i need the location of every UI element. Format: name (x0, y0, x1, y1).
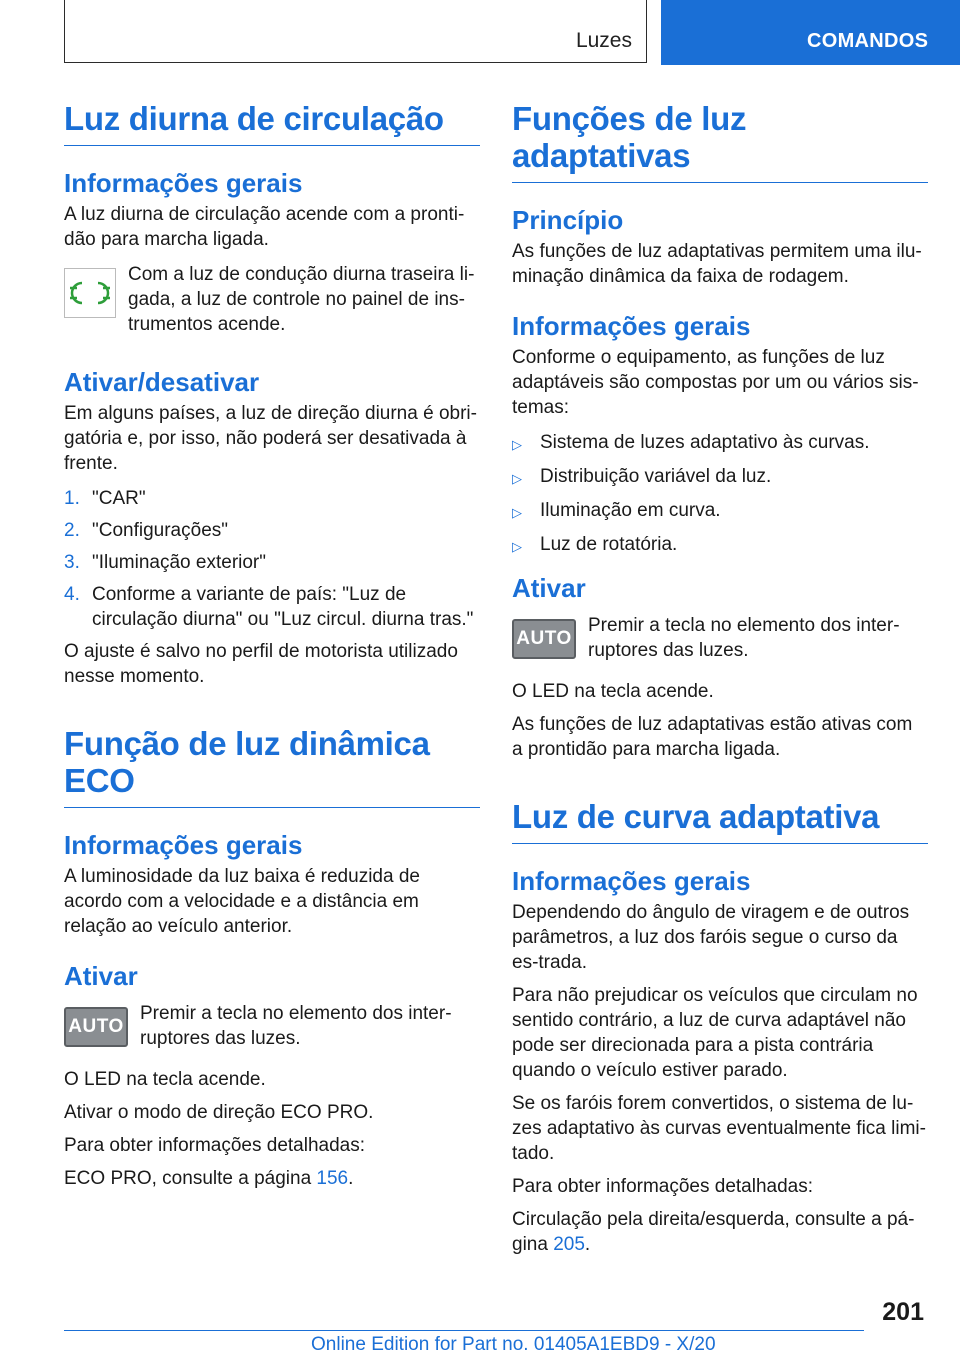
paragraph-more-info: Para obter informações detalhadas: (64, 1135, 366, 1156)
heading-adaptive-functions: Funções de luz adaptativas (512, 100, 928, 183)
paragraph-curve-1: Dependendo do ângulo de viragem e de outros parâmetros, a luz dos faróis segue o curso da es-trada. (512, 902, 910, 973)
page-reference-link[interactable]: 205 (553, 1234, 585, 1255)
bullet-triangle-icon: ▷ (512, 471, 522, 486)
step-text: Conforme a variante de país: "Luz de circulação diurna" ou "Luz circul. diurna tras." (92, 584, 474, 630)
step-text: "Configurações" (92, 520, 229, 541)
daytime-running-light-icon (64, 268, 116, 318)
heading-eco-activate: Ativar (64, 961, 138, 991)
paragraph-curve-3: Se os faróis forem convertidos, o sistema de lu-zes adaptativo às curvas eventualmente fica limi-tado. (512, 1093, 926, 1164)
paragraph-led: O LED na tecla acende. (512, 681, 714, 702)
paragraph-press-key: Premir a tecla no elemento dos inter-ruptores das luzes. (140, 1003, 452, 1049)
step-text: "Iluminação exterior" (92, 552, 267, 573)
paragraph-eco-reference: ECO PRO, consulte a página 156. (64, 1168, 354, 1189)
heading-principle: Princípio (512, 205, 624, 235)
bullet-text: Luz de rotatória. (540, 534, 678, 555)
heading-daylight: Luz diurna de circulação (64, 100, 480, 146)
list-item (64, 582, 480, 632)
header-chapter-tab (661, 0, 960, 65)
auto-button-note (512, 613, 928, 663)
bullet-text: Iluminação em curva. (540, 500, 721, 521)
daylight-indicator-note (64, 262, 480, 337)
paragraph-eco-info: A luminosidade da luz baixa é reduzida de acordo com a velocidade e a distância em relação ao veículo anterior. (64, 866, 420, 937)
step-number: 1. (64, 488, 80, 509)
paragraph-press-key: Premir a tecla no elemento dos inter-ruptores das luzes. (588, 615, 900, 661)
paragraph-more-info: Para obter informações detalhadas: (512, 1176, 814, 1197)
paragraph-indicator-note: Com a luz de condução diurna traseira li-gada, a luz de controle no painel de ins-trumentos acende. (128, 264, 475, 335)
step-number: 2. (64, 520, 80, 541)
steps-list (64, 486, 480, 632)
paragraph-adaptive-active: As funções de luz adaptativas estão ativas com a prontidão para marcha ligada. (512, 714, 913, 760)
step-text: "CAR" (92, 488, 146, 509)
paragraph-toggle-info: Em alguns países, a luz de direção diurna é obri-gatória e, por isso, não poderá ser desativada à frente. (64, 403, 477, 474)
paragraph-eco-mode: Ativar o modo de direção ECO PRO. (64, 1102, 374, 1123)
auto-button-icon: AUTO (512, 619, 576, 659)
paragraph-daylight-info: A luz diurna de circulação acende com a pronti-dão para marcha ligada. (64, 204, 465, 250)
page-number: 201 (882, 1298, 924, 1326)
header-chapter-title: COMANDOS (807, 30, 929, 52)
heading-eco-general-info: Informações gerais (64, 830, 303, 860)
list-item (64, 550, 480, 575)
bullet-text: Distribuição variável da luz. (540, 466, 772, 487)
header-section-title: Luzes (575, 29, 632, 52)
bullet-text: Sistema de luzes adaptativo às curvas. (540, 432, 870, 453)
auto-button-note (64, 1001, 480, 1051)
page-reference-link[interactable]: 156 (316, 1168, 349, 1189)
list-item (512, 532, 928, 559)
paragraph-led: O LED na tecla acende. (64, 1069, 266, 1090)
paragraph-curve-2: Para não prejudicar os veículos que circulam no sentido contrário, a luz de curva adaptável não pode ser direcionada para a pista contrária quando o veículo estiver parado. (512, 985, 918, 1081)
footer-edition: Online Edition for Part no. 01405A1EBD9 - X/20 (311, 1334, 716, 1355)
paragraph-adaptive-info: Conforme o equipamento, as funções de luz adaptáveis são compostas por um ou vários sis-temas: (512, 347, 919, 418)
list-item (512, 498, 928, 525)
heading-general-info: Informações gerais (512, 311, 751, 341)
list-item (512, 464, 928, 491)
list-item (64, 486, 480, 511)
heading-curve-general-info: Informações gerais (512, 866, 751, 896)
heading-eco-function: Função de luz dinâmica ECO (64, 725, 480, 808)
step-number: 4. (64, 584, 80, 605)
auto-button-icon: AUTO (64, 1007, 128, 1047)
adaptive-systems-list (512, 430, 928, 559)
list-item (512, 430, 928, 457)
heading-general-info: Informações gerais (64, 168, 303, 198)
left-column (64, 100, 480, 1191)
heading-adaptive-activate: Ativar (512, 573, 586, 603)
footer-divider (64, 1330, 864, 1331)
bullet-triangle-icon: ▷ (512, 437, 522, 452)
heading-activate-deactivate: Ativar/desativar (64, 367, 260, 397)
paragraph-curve-reference: Circulação pela direita/esquerda, consulte a pá-gina 205. (512, 1209, 915, 1255)
header-section-box (64, 0, 647, 63)
bullet-triangle-icon: ▷ (512, 539, 522, 554)
bullet-triangle-icon: ▷ (512, 505, 522, 520)
step-number: 3. (64, 552, 80, 573)
paragraph-principle: As funções de luz adaptativas permitem uma ilu-minação dinâmica da faixa de rodagem. (512, 241, 922, 287)
list-item (64, 518, 480, 543)
paragraph-saved-profile: O ajuste é salvo no perfil de motorista utilizado nesse momento. (64, 641, 458, 687)
heading-adaptive-curve: Luz de curva adaptativa (512, 798, 928, 844)
right-column (512, 100, 928, 1257)
